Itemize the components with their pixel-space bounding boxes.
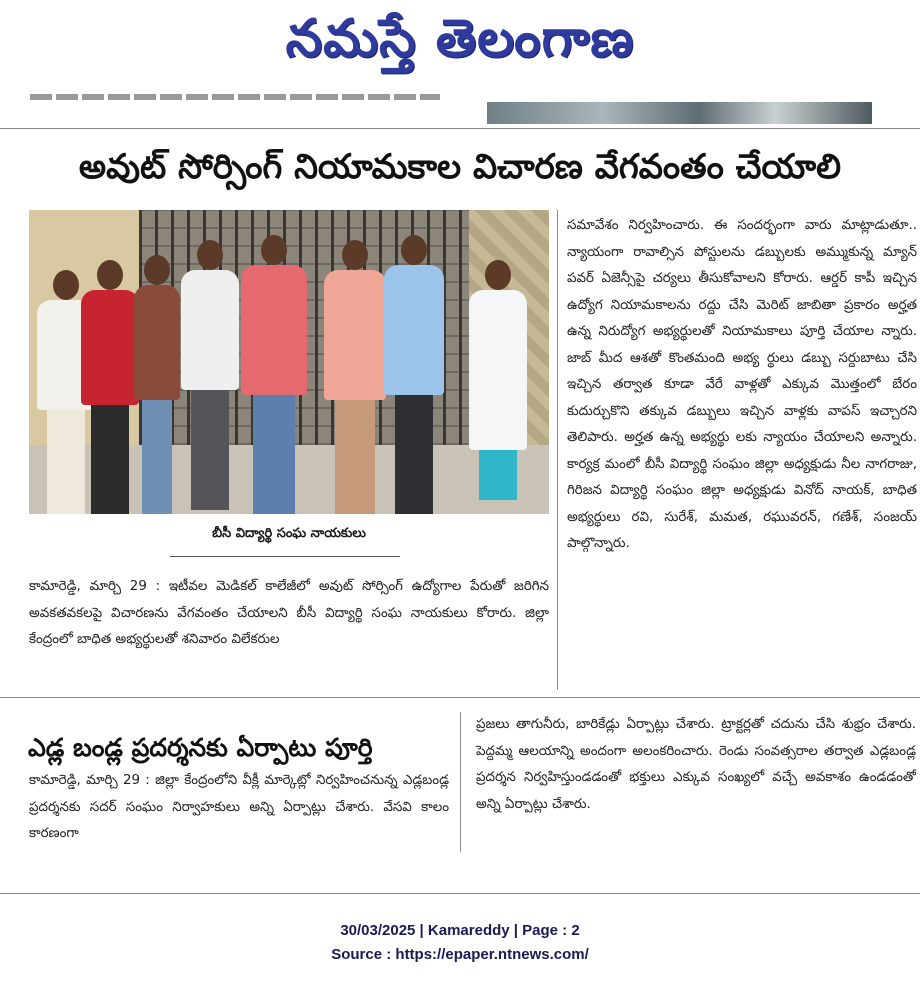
column-divider bbox=[557, 210, 558, 690]
article1-photo bbox=[29, 210, 549, 514]
divider-bottom bbox=[0, 893, 920, 894]
person-figure bbox=[469, 290, 527, 450]
divider-top bbox=[0, 128, 920, 129]
person-figure bbox=[384, 265, 444, 395]
person-figure bbox=[324, 270, 386, 400]
column-divider bbox=[460, 712, 461, 852]
previous-article-photo-fragment bbox=[487, 102, 872, 124]
article2-headline: ఎడ్ల బండ్ల ప్రదర్శనకు ఏర్పాటు పూర్తి bbox=[28, 733, 373, 762]
divider-middle bbox=[0, 697, 920, 698]
article1-lead-text: కామారెడ్డి, మార్చి 29 : ఇటీవల మెడికల్ కాలేజీలో అవుట్ సోర్సింగ్ ఉద్యోగాల పేరుతో జరిగిన అవకతవకలపై విచారణను వేగవంతం చేయాలని బీసీ విద్యార్థి సంఘ నాయకులు కోరారు. జిల్లా కేంద్రంలో బాధిత అభ్యర్థులతో శనివారం విలేకరుల bbox=[29, 579, 549, 647]
article1-body-continued bbox=[567, 213, 917, 558]
caption-rule bbox=[170, 556, 400, 557]
article2-body-lead bbox=[29, 768, 449, 848]
article1-body-lead bbox=[29, 574, 549, 654]
article2-lead-text: కామారెడ్డి, మార్చి 29 : జిల్లా కేంద్రంలోని వీక్లీ మార్కెట్లో నిర్వహించనున్న ఎడ్లబండ్ల ప్రదర్శనకు సదర్ సంఘం నిర్వాహకులు అన్ని ఏర్పాట్లు చేశారు. వేసవి కాలం కారణంగా bbox=[29, 773, 449, 841]
article2-continued-text: ప్రజలు తాగునీరు, బారికేడ్లు ఏర్పాట్లు చేశారు. ట్రాక్టర్లతో చదును చేసి శుభ్రం చేశారు. పెద్దమ్మ ఆలయాన్ని అందంగా అలంకరించారు. రెండు సంవత్సరాల తర్వాత ఎడ్లబండ్ల ప్రదర్శన నిర్వహిస్తుండడంతో భక్తులు ఎక్కువ సంఖ్యలో వచ్చే అవకాశం ఉండడంతో అన్ని ఏర్పాట్లు చేశారు. bbox=[476, 717, 916, 812]
masthead bbox=[0, 0, 920, 80]
newspaper-logo: నమస్తే తెలంగాణ bbox=[285, 9, 635, 69]
person-figure bbox=[241, 265, 307, 395]
article1-body-continued-text: సమావేశం నిర్వహించారు. ఈ సందర్భంగా వారు మాట్లాడుతూ.. న్యాయంగా రావాల్సిన పోస్టులను డబ్బులకు అమ్ముకున్న మ్యాన్ పవర్ ఏజెన్సీపై చర్యలు తీసుకోవాలని కోరారు. ఆర్డర్ కాపీ ఇచ్చిన ఉద్యోగ నియామకాలను రద్దు చేసి మెరిట్ జాబితా ప్రకారం అర్హత ఉన్న నిరుద్యోగ అభ్యర్థులతో నియామకాలు పూర్తి చేయాల న్నారు. జాబ్ మీద ఆశతో కొంతమంది అభ్య ర్థులు డబ్బు సర్దుబాటు చేసి ఇచ్చిన తర్వాత కూడా వేరే వాళ్లతో ఎక్కువ మొత్తంలో బేరం కుదుర్చుకొని తక్కువ డబ్బులు ఇచ్చిన వాళ్లకు వాపస్ ఇచ్చారని తెలిపారు. అర్హత ఉన్న అభ్యర్థు లకు న్యాయం చేయాలని అన్నారు. కార్యక్ర మంలో బీసీ విద్యార్థి సంఘం జిల్లా అధ్యక్షుడు నీల నాగరాజు, గిరిజన విద్యార్థి సంఘం జిల్లా అధ్యక్షుడు వినోద్ నాయక్, బాధిత అభ్యర్థులు రవి, సురేశ్, మమత, రఘువరన్, గణేశ్, సంజయ్ పాల్గొన్నారు. bbox=[567, 218, 917, 551]
footer-meta: 30/03/2025 | Kamareddy | Page : 2 bbox=[340, 922, 580, 939]
previous-article-text-fragment bbox=[30, 92, 440, 102]
article2-body-continued bbox=[476, 712, 916, 818]
person-figure bbox=[81, 290, 139, 405]
person-figure bbox=[134, 285, 180, 400]
footer-source: Source : https://epaper.ntnews.com/ bbox=[331, 946, 589, 963]
photo-caption: బీసీ విద్యార్థి సంఘ నాయకులు bbox=[212, 526, 366, 541]
person-figure bbox=[181, 270, 239, 390]
article1-headline: అవుట్ సోర్సింగ్ నియామకాల విచారణ వేగవంతం చేయాలి bbox=[78, 147, 842, 187]
